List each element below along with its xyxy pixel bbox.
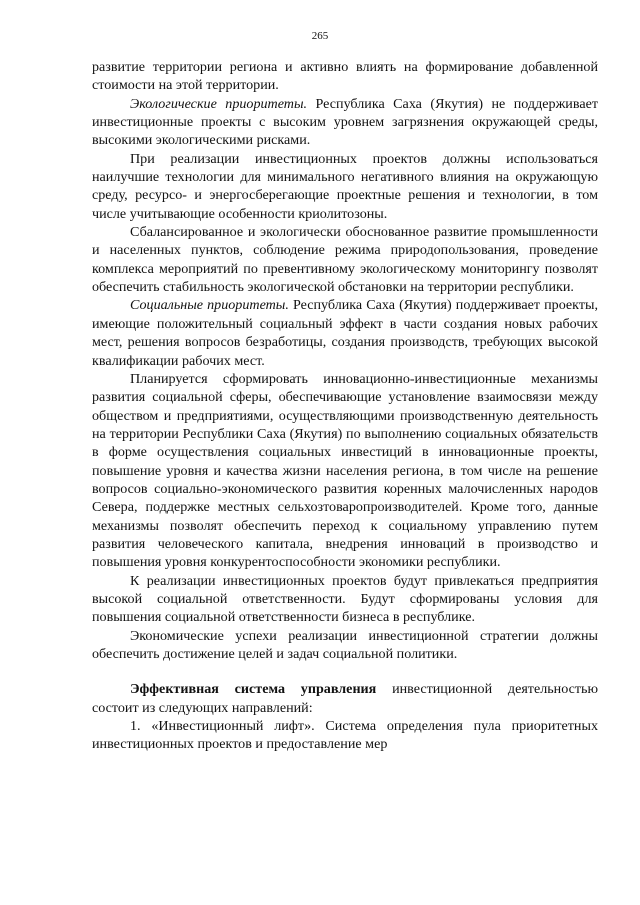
- paragraph-management-system: Эффективная система управления инвестиционной деятельностью состоит из следующих направлений:: [92, 681, 598, 716]
- paragraph-gap: [92, 663, 598, 680]
- paragraph-1: развитие территории региона и активно влиять на формирование добавленной стоимости на этой территории.: [92, 59, 598, 94]
- list-item-1: 1. «Инвестиционный лифт». Система определения пула приоритетных инвестиционных проектов и предоставление мер: [92, 718, 598, 753]
- page-number: 265: [311, 30, 329, 42]
- paragraph-3: При реализации инвестиционных проектов должны использоваться наилучшие технологии для минимального негативного влияния на окружающую среду, ресурсо- и энергосберегающие проектные решения и технологии, в том числе учитывающие особенности криолитозоны.: [92, 150, 598, 222]
- paragraph-6: Планируется сформировать инновационно-инвестиционные механизмы развития социальной сферы, обеспечивающие установление взаимосвязи между обществом и предприятиями, осуществляющими производственную деятельность на территории Республики Саха (Якутия) по выполнению социальных обязательств в форме осуществления социальных инвестиций в инновационные проекты, повышение уровня и качества жизни населения региона, в том числе на решение вопросов социально-экономического развития коренных малочисленных народов Севера, поддержке местных сельхозтоваропроизводителей. Кроме того, данные механизмы позволят обеспечить переход к социальному управлению путем развития человеческого капитала, внедрения инноваций в производство и повышения уровня конкурентоспособности экономики республики.: [92, 370, 598, 571]
- environmental-priorities-heading: Экологические приоритеты.: [130, 95, 308, 112]
- paragraph-social-priorities: Социальные приоритеты. Республика Саха (Якутия) поддерживает проекты, имеющие положительный социальный эффект в части создания новых рабочих мест, решения вопросов безработицы, создания производств, требующих высокой квалификации рабочих мест.: [92, 297, 598, 369]
- document-body: [92, 58, 598, 754]
- paragraph-4: Сбалансированное и экологически обоснованное развитие промышленности и населенных пунктов, соблюдение режима природопользования, проведение комплекса мероприятий по превентивному экологическому мониторингу позволят обеспечить стабильность экологической обстановки на территории республики.: [92, 224, 598, 296]
- paragraph-environmental-priorities: Экологические приоритеты. Республика Саха (Якутия) не поддерживает инвестиционные проекты с высоким уровнем загрязнения окружающей среды, высокими экологическими рисками.: [92, 95, 598, 149]
- paragraph-8: Экономические успехи реализации инвестиционной стратегии должны обеспечить достижение целей и задач социальной политики.: [92, 627, 598, 662]
- social-priorities-heading: Социальные приоритеты.: [130, 297, 289, 314]
- management-system-heading: Эффективная система управления: [130, 681, 377, 698]
- paragraph-7: К реализации инвестиционных проектов будут привлекаться предприятия высокой социальной ответственности. Будут сформированы условия для повышения социальной ответственности бизнеса в республике.: [92, 572, 598, 626]
